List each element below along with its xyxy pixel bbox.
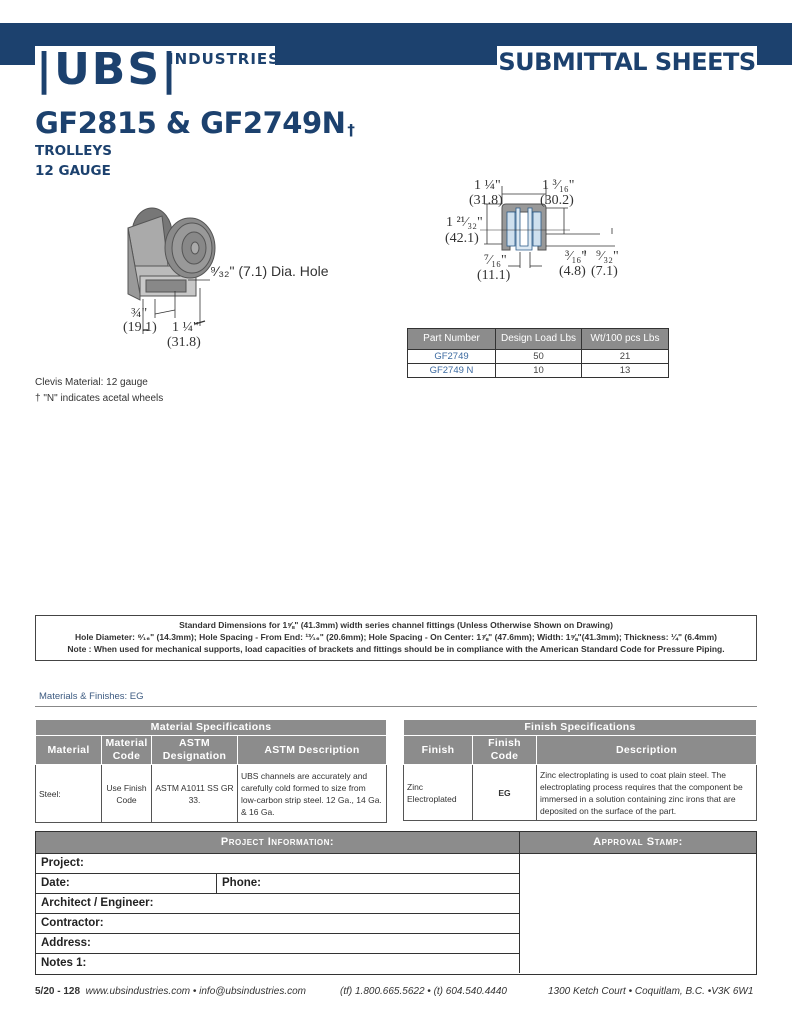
footer-left bbox=[35, 986, 306, 997]
ubs-logo: |UBS| bbox=[36, 44, 180, 95]
dim-bottom-in: ⁷⁄₁₆" bbox=[484, 253, 507, 268]
clevis-material-note: Clevis Material: 12 gauge bbox=[35, 377, 148, 388]
astm-description-value: UBS channels are accurately and carefully cold formed to size from low-carbon strip steel. 12 Ga., 14 Ga. & 16 Ga. bbox=[238, 765, 387, 823]
architect-label: Architect / Engineer: bbox=[41, 897, 154, 909]
dim-lip1-mm: (4.8) bbox=[559, 264, 586, 279]
contractor-field[interactable] bbox=[36, 913, 520, 933]
parts-table bbox=[407, 328, 669, 378]
material-specs-title: Material Specifications bbox=[36, 720, 387, 736]
part-number-link[interactable]: GF2749 N bbox=[408, 364, 496, 378]
finish-value: Zinc Electroplated bbox=[404, 765, 473, 821]
approval-stamp-title: Approval Stamp: bbox=[520, 832, 756, 853]
table-row bbox=[408, 350, 669, 364]
project-field[interactable] bbox=[36, 853, 520, 873]
dim-width-in: 1 ¼" bbox=[172, 320, 199, 335]
product-title bbox=[35, 106, 354, 140]
col-description: Description bbox=[537, 736, 757, 765]
product-gauge: 12 GAUGE bbox=[35, 163, 111, 179]
hole-diameter-label: ⁹⁄₃₂" (7.1) Dia. Hole bbox=[210, 263, 329, 279]
architect-field[interactable] bbox=[36, 893, 520, 913]
finish-specifications-table bbox=[403, 719, 757, 821]
materials-finishes-label: Materials & Finishes: EG bbox=[39, 691, 144, 702]
col-astm-description: ASTM Description bbox=[238, 736, 387, 765]
finish-code-value: EG bbox=[473, 765, 537, 821]
section-divider bbox=[35, 706, 757, 707]
phone-label: Phone: bbox=[222, 877, 261, 889]
contractor-label: Contractor: bbox=[41, 917, 104, 929]
col-design-load: Design Load Lbs bbox=[496, 329, 582, 350]
dim-lip2-mm: (7.1) bbox=[591, 264, 618, 279]
dim-lip1-in: ³⁄₁₆" bbox=[565, 249, 588, 264]
finish-specs-title: Finish Specifications bbox=[404, 720, 757, 736]
standard-dimensions-box bbox=[35, 615, 757, 661]
std-dimensions-note: Note : When used for mechanical supports, load capacities of brackets and fittings should be in compliance with the American Standard Code for Pressure Piping. bbox=[67, 644, 725, 654]
dim-width-in: 1 ¼" bbox=[474, 178, 501, 193]
finish-description-value: Zinc electroplating is used to coat plain steel. The electroplating process requires that the component be immersed in a solution containing zinc irons that are deposited on the surface of the part. bbox=[537, 765, 757, 821]
product-category: TROLLEYS bbox=[35, 143, 113, 159]
part-number-link[interactable]: GF2749 bbox=[408, 350, 496, 364]
material-specifications-table bbox=[35, 719, 387, 823]
dim-side-mm: (30.2) bbox=[540, 193, 574, 208]
sheet-title: SUBMITTAL SHEETS bbox=[498, 48, 756, 76]
col-finish-code: Finish Code bbox=[473, 736, 537, 765]
project-information-form bbox=[35, 831, 757, 975]
astm-designation-value: ASTM A1011 SS GR 33. bbox=[152, 765, 238, 823]
table-row bbox=[408, 364, 669, 378]
col-astm-designation: ASTM Designation bbox=[152, 736, 238, 765]
dim-bottom-mm: (11.1) bbox=[477, 268, 511, 283]
dim-height-mm: (42.1) bbox=[445, 231, 479, 246]
col-part-number: Part Number bbox=[408, 329, 496, 350]
project-info-title: Project Information: bbox=[36, 832, 520, 853]
dagger-mark: † bbox=[347, 121, 355, 139]
product-title-text: GF2815 & GF2749N bbox=[35, 106, 346, 140]
col-material: Material bbox=[36, 736, 102, 765]
address-field[interactable] bbox=[36, 933, 520, 953]
design-load: 10 bbox=[496, 364, 582, 378]
address-label: Address: bbox=[41, 937, 91, 949]
weight: 21 bbox=[582, 350, 669, 364]
notes-field[interactable] bbox=[36, 953, 520, 973]
footer-address: 1300 Ketch Court • Coquitlam, B.C. •V3K 6W1 bbox=[548, 986, 754, 997]
date-field[interactable] bbox=[41, 877, 70, 889]
brand-name: INDUSTRIES bbox=[168, 50, 280, 68]
dim-width-mm: (31.8) bbox=[167, 335, 201, 350]
col-weight: Wt/100 pcs Lbs bbox=[582, 329, 669, 350]
footer-phones: (tf) 1.800.665.5622 • (t) 604.540.4440 bbox=[340, 986, 507, 997]
project-label: Project: bbox=[41, 857, 84, 869]
dim-depth-mm: (19.1) bbox=[123, 320, 157, 335]
material-code-value: Use Finish Code bbox=[102, 765, 152, 823]
dim-height-in: 1 ²¹⁄₃₂" bbox=[446, 215, 483, 230]
page-number: 5/20 - 128 bbox=[35, 986, 81, 997]
phone-field[interactable] bbox=[216, 874, 261, 893]
std-dimensions-values: Hole Diameter: ⁹⁄₁₆" (14.3mm); Hole Spacing - From End: ¹³⁄₁₆" (20.6mm); Hole Spacing - On Center: 1⅞" (47.6mm); Width: 1⅝"(41.3mm); Thickness: ¼" (6.4mm) bbox=[74, 632, 717, 642]
approval-stamp-area bbox=[520, 853, 756, 974]
weight: 13 bbox=[582, 364, 669, 378]
notes-label: Notes 1: bbox=[41, 957, 87, 969]
date-label: Date: bbox=[41, 877, 70, 889]
dim-side-in: 1 ³⁄₁₆" bbox=[542, 178, 575, 193]
dim-lip2-in: ⁹⁄₃₂" bbox=[596, 249, 619, 264]
dim-depth-in: ¾" bbox=[131, 306, 148, 321]
web-email[interactable]: www.ubsindustries.com • info@ubsindustries.com bbox=[85, 986, 307, 997]
dim-width-mm: (31.8) bbox=[469, 193, 503, 208]
col-finish: Finish bbox=[404, 736, 473, 765]
acetal-wheels-note: † "N" indicates acetal wheels bbox=[35, 393, 164, 404]
material-value: Steel: bbox=[36, 765, 102, 823]
design-load: 50 bbox=[496, 350, 582, 364]
date-phone-row bbox=[36, 873, 520, 893]
table-row bbox=[404, 765, 757, 821]
col-material-code: Material Code bbox=[102, 736, 152, 765]
table-row bbox=[36, 765, 387, 823]
std-dimensions-title: Standard Dimensions for 1⅝" (41.3mm) width series channel fittings (Unless Otherwise Shown on Drawing) bbox=[179, 620, 613, 630]
